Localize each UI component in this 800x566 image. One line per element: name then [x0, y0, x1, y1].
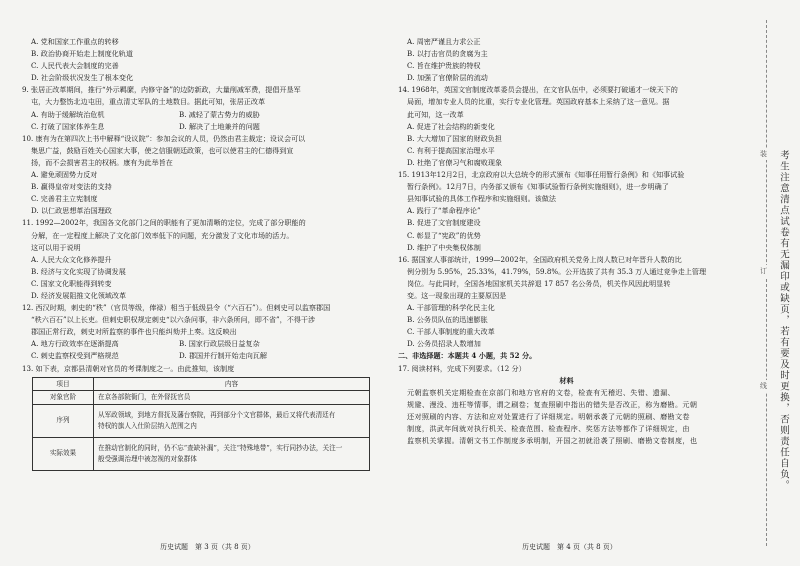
q16-option-c: C. 干部人事制度的重大改革 — [407, 327, 495, 337]
q14-option-d: D. 杜绝了官僚习气和腐败现象 — [407, 157, 503, 167]
q12-stem-line-3: 郡国正常行政，刺史对所监察的事件也只能纠劾并上奏。这反映出 — [31, 327, 237, 337]
q16-stem-line-4: 变。这一现象出现的主要原因是 — [407, 290, 507, 300]
table-row-content — [94, 437, 370, 470]
q11-option-a: A. 人民大众文化修养提升 — [31, 254, 112, 264]
binding-mark-zhuang: 装 — [760, 150, 767, 158]
q10-option-d: D. 以仁政思想革治国理政 — [31, 206, 112, 216]
q11-stem-line-2: 分解，在一定程度上解决了文化部门效率低下的问题，充分激发了文化市场的活力。 — [31, 230, 294, 240]
q14-option-b: B. 大大增加了国家的财政负担 — [407, 133, 502, 143]
table-header-content: 内容 — [94, 377, 370, 391]
q12-option-c: C. 刺史监察权受到严格规范 — [31, 351, 119, 361]
left-column — [22, 36, 384, 471]
q14-option-a: A. 促进了社会结构的新变化 — [407, 121, 495, 131]
q12-options-row-1 — [22, 338, 384, 350]
q14-stem-line-2: 局面，增加专业人员的比重，实行专业化管理。英国政府基本上采纳了这一意见。据 — [407, 97, 670, 107]
q16-option-b: B. 公务员队伍的迅速膨胀 — [407, 315, 488, 325]
table-row-label: 实际效果 — [33, 437, 94, 470]
q12-option-a: A. 地方行政效率在逐渐提高 — [31, 339, 119, 349]
binding-mark-ding: 订 — [760, 267, 767, 275]
q15-option-c: C. 彰显了“宪政”的优势 — [407, 230, 481, 240]
right-page — [392, 0, 737, 566]
q10-stem-line-3: 扬，而不会损害君主的权柄。康有为此举旨在 — [31, 157, 173, 167]
q9-option-a: A. 有助于缓解统治危机 — [31, 109, 105, 119]
table-row-content — [94, 404, 370, 437]
q16-stem-line-1: 16. 据国家人事部统计，1999—2002年，全国政府机关党务上岗人数已对年晋升人数的比 — [398, 254, 682, 264]
q15-option-d: D. 维护了中央集权体制 — [407, 242, 481, 252]
table-cell-line: 在推动官制化的同时，仍不忘“查缺补漏”，关注“特殊地带”，实行同抄办法，关注一 — [98, 444, 343, 453]
q9-option-d: D. 解决了土地兼并的问题 — [179, 121, 260, 131]
q11-option-d: D. 经济发展阻推文化领域改革 — [31, 290, 127, 300]
table-row — [33, 437, 370, 470]
page-footer-left: 历史试题 第 3 页（共 8 页） — [160, 543, 255, 551]
material-line: 元朝监察机关定期检查在京部门和地方官府的文卷，检查有无稽迟、失错、遗漏、 — [407, 387, 675, 397]
q16-option-d: D. 公务员招录人数增加 — [407, 339, 481, 349]
binding-mark-xian: 线 — [760, 382, 767, 390]
q15-stem-line-3: 县知事试验的具体工作程序和实施细则。该做法 — [407, 194, 556, 204]
table-cell-line: 般受强调治理中被忽视的对象群体 — [98, 454, 197, 463]
q16-option-a: A. 干部管理的科学化民主化 — [407, 303, 495, 313]
q10-option-c: C. 完善君主立宪制度 — [31, 194, 98, 204]
q16-stem-line-3: 岗位。与此同时，全国各地国家机关共辞退 17 857 名公务员，机关作风因此明显转 — [407, 278, 671, 288]
q9-stem-line-1: 9. 张居正改革期间，推行“外示羁縻，内修守备”的边防新政，大量削减军费，提倡开垦军 — [22, 85, 301, 95]
q8-option-c: C. 人民代表大会制度的完善 — [31, 61, 119, 71]
q11-stem-line-1: 11. 1992—2002年，我国各文化部门之间的职能有了更加清晰的定位，完成了部分职能的 — [22, 218, 306, 228]
q14-option-c: C. 有利于提高国家治理水平 — [407, 145, 495, 155]
table-row-content: 在京各部院衙门，在外督抚官员 — [94, 391, 370, 405]
material-line: 监察机关掌握。清朝文书工作制度多承明制，开国之初就沿袭了照刷、磨勘文卷制度，也 — [407, 436, 698, 446]
table-row — [33, 391, 370, 405]
q14-stem-line-1: 14. 1968年，英国文官制度改革委员会提出，在文官队伍中，必须要打破通才一统天下的 — [398, 85, 678, 95]
material-line: 制度，洪武年间就对执行机关、检查范围、检查程序、奖惩方法等都作了详细规定，由 — [407, 424, 690, 433]
q16-stem-line-2: 例分别为 5.95%，25.33%，41.79%，59.8%。公开选拔了共有 35.3 万人通过竞争走上管理 — [407, 266, 707, 276]
page-footer-right: 历史试题 第 4 页（共 8 页） — [522, 543, 617, 551]
material-line: 规避、漫没、违枉等情事，谓之刷卷；复查照刷中指出的错失是否改正，称为磨勘。元朝 — [407, 399, 698, 409]
q12-option-b: B. 国家行政层级日益复杂 — [179, 339, 260, 349]
q8-option-b: B. 政治协商开始走上制度化轨道 — [31, 49, 133, 59]
right-column — [398, 36, 735, 447]
q12-stem-line-2: “秩六百石”以上长吏。但刺史职权规定刺史“以六条问事，非六条所问，即不省”，不得干涉 — [31, 315, 316, 325]
q13-option-b: B. 以打击官员的贪腐为主 — [407, 49, 488, 59]
q9-option-b: B. 减轻了蒙古势力的威胁 — [179, 109, 260, 119]
q10-option-a: A. 避免顽固势力反对 — [31, 170, 98, 180]
table-cell-line: 特权的旗人入仕阶层纳入范围之内 — [98, 421, 197, 430]
candidate-notice: 考生注意清点试卷有无漏印或缺页，若有要及时更换，否则责任自负。 — [778, 150, 789, 491]
q12-option-d: D. 郡国并行制开始走向瓦解 — [179, 351, 267, 361]
q15-stem-line-1: 15. 1913年12月2日，北京政府以大总统令的形式颁布《知事任用暂行条例》和《知事试验 — [398, 170, 685, 180]
q15-option-b: B. 促进了文官制度建设 — [407, 218, 481, 228]
q12-stem-line-1: 12. 西汉时期，刺史的“秩”（官员等级，俸禄）相当于低级县令（“六百石”）。但刺史可以监察郡国 — [22, 303, 331, 313]
q13-stem: 13. 如下表，京都县清朝对官员的考课制度之一。由此推知，该制度 — [22, 363, 235, 373]
q9-options-row-2 — [22, 121, 384, 133]
q8-option-a: A. 党和国家工作重点的转移 — [31, 37, 119, 46]
q15-option-a: A. 践行了“革命程序论” — [407, 206, 481, 216]
material-heading: 材料 — [559, 375, 574, 385]
q13-option-c: C. 旨在维护贵族的特权 — [407, 61, 481, 71]
q11-option-b: B. 经济与文化实现了协调发展 — [31, 266, 126, 276]
q13-option-d: D. 加强了官僚阶层的流动 — [407, 73, 488, 83]
q11-stem-line-3: 这可以用于说明 — [31, 242, 81, 252]
q10-option-b: B. 赢得皇帝对变法的支持 — [31, 182, 112, 192]
q15-stem-line-2: 暂行条例》。12月7日，内务部又颁布《知事试验暂行条例实施细则》，进一步明确了 — [407, 182, 669, 192]
q14-stem-line-3: 此可知，这一改革 — [407, 109, 464, 119]
table-header-item: 项目 — [33, 377, 94, 391]
q13-table — [32, 377, 370, 471]
q9-option-c: C. 打破了国家体养生息 — [31, 121, 105, 131]
table-row-label: 序列 — [33, 404, 94, 437]
section-heading: 二、非选择题：本题共 4 小题，共 52 分。 — [398, 351, 537, 361]
material-line: 还对照刷的内容、方法和应对处置进行了详细规定。明朝承袭了元朝的照刷、磨勘文卷 — [407, 411, 690, 421]
q10-stem-line-2: 集思广益，鼓励百姓关心国家大事，使之信服朝廷政策，也可以使君主的仁德得到宣 — [31, 145, 294, 155]
q11-option-c: C. 国家文化职能得到转变 — [31, 278, 112, 288]
q8-option-d: D. 社会阶级状况发生了根本变化 — [31, 73, 134, 83]
table-row — [33, 404, 370, 437]
left-page — [0, 0, 388, 566]
q13-option-a: A. 周密严谨且力求公正 — [407, 37, 481, 46]
q12-options-row-2 — [22, 350, 384, 362]
binding-dashed-line — [766, 20, 767, 546]
q17-stem: 17. 阅读材料，完成下列要求。（12 分） — [398, 363, 526, 373]
binding-margin — [742, 0, 800, 566]
table-cell-line: 从军政领域，到地方督抚及藩台察院，再到部分个文官群体，最后又将代表清廷有 — [98, 411, 336, 420]
table-row-label: 对象官阶 — [33, 391, 94, 405]
q9-options-row-1 — [22, 109, 384, 121]
q9-stem-line-2: 屯，大力整饬北边屯田，重点清丈军队的土地数目。据此可知，张居正改革 — [31, 97, 266, 107]
q10-stem-line-1: 10. 康有为在第四次上书中解释“设议院”：参加会议的人员，仍然由君主裁定；设议会可以 — [22, 133, 306, 143]
table-header-row — [33, 377, 370, 391]
